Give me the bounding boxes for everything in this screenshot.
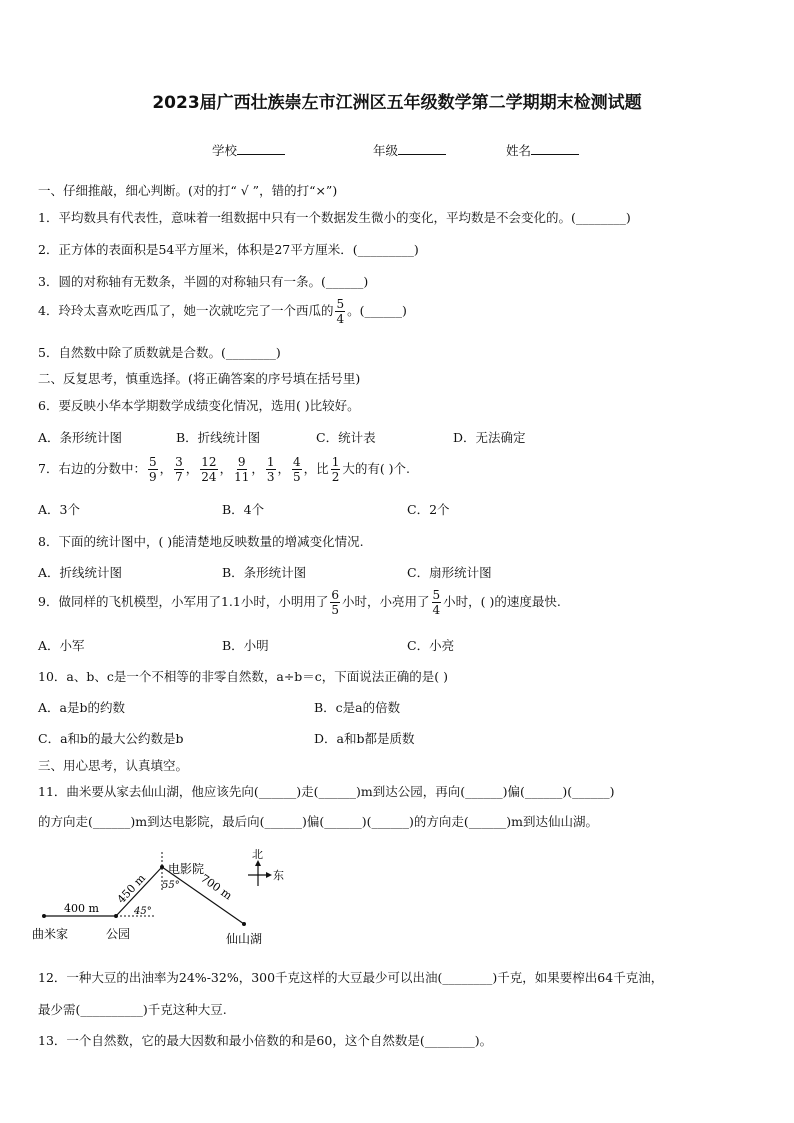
q7-option-a[interactable]: A．3个 xyxy=(38,502,80,517)
home-label: 曲米家 xyxy=(32,927,69,941)
question-9-text: 9．做同样的飞机模型，小军用了1.1小时，小明用了 xyxy=(38,594,329,609)
q6-option-a[interactable]: A．条形统计图 xyxy=(38,430,123,445)
angle-45: 45° xyxy=(134,906,152,917)
home-point xyxy=(42,914,46,918)
q6-option-d[interactable]: D．无法确定 xyxy=(453,430,526,445)
q9-option-c[interactable]: C．小亮 xyxy=(407,638,455,653)
name-blank[interactable] xyxy=(531,142,579,155)
grade-label: 年级 xyxy=(373,143,399,158)
distance-450: 450 m xyxy=(114,871,149,907)
section-1-heading: 一、仔细推敲，细心判断。(对的打“ √ ”，错的打“×”) xyxy=(38,183,338,198)
question-12-line-1: 12．一种大豆的出油率为24%-32%，300千克这样的大豆最少可以出油(________)千克，如果要榨出64千克油， xyxy=(38,970,664,985)
q9-option-b[interactable]: B．小明 xyxy=(222,638,269,653)
section-3-heading: 三、用心思考，认真填空。 xyxy=(38,758,189,773)
q6-option-c[interactable]: C．统计表 xyxy=(316,430,376,445)
park-point xyxy=(114,914,118,918)
cinema-point xyxy=(160,865,164,869)
question-7-mid: ，比 xyxy=(303,461,329,476)
q10-option-b[interactable]: B．c是a的倍数 xyxy=(314,700,401,715)
grade-field[interactable] xyxy=(373,141,446,159)
question-4-blank: 。(______) xyxy=(347,303,407,318)
question-13: 13．一个自然数，它的最大因数和最小倍数的和是60，这个自然数是(________)。 xyxy=(38,1033,493,1048)
question-12-line-2: 最少需(__________)千克这种大豆. xyxy=(38,1002,227,1017)
question-4-text: 4．玲玲太喜欢吃西瓜了，她一次就吃完了一个西瓜的 xyxy=(38,303,334,318)
q7-option-c[interactable]: C．2个 xyxy=(407,502,450,517)
fraction: $\frac{5}{9}$ xyxy=(148,455,157,484)
question-9 xyxy=(38,588,561,617)
name-label: 姓名 xyxy=(506,143,532,158)
distance-400: 400 m xyxy=(64,902,99,915)
fraction: $\frac{3}{7}$ xyxy=(175,455,183,484)
question-3: 3．圆的对称轴有无数条，半圆的对称轴只有一条。(______) xyxy=(38,274,369,289)
lake-label: 仙山湖 xyxy=(226,932,263,946)
q8-option-b[interactable]: B．条形统计图 xyxy=(222,565,307,580)
north-label: 北 xyxy=(252,848,263,861)
school-blank[interactable] xyxy=(237,142,285,155)
school-label: 学校 xyxy=(212,143,238,158)
fraction: $\frac{5}{4}$ xyxy=(432,588,441,617)
question-7-text: 7．右边的分数中： xyxy=(38,461,146,476)
fraction: $\frac{1}{3}$ xyxy=(266,455,275,484)
route-map-diagram xyxy=(30,842,310,952)
question-5: 5．自然数中除了质数就是合数。(________) xyxy=(38,345,281,360)
fraction: $\frac{12}{24}$ xyxy=(201,455,217,484)
question-4 xyxy=(38,297,407,326)
question-9-tail: 小时，( )的速度最快. xyxy=(443,594,561,609)
question-10: 10．a、b、c是一个不相等的非零自然数，a÷b＝c，下面说法正确的是( ) xyxy=(38,669,449,684)
question-11-line-2: 的方向走(______)m到达电影院，最后向(______)偏(______)(______)的方向走(______)m到达仙山湖。 xyxy=(38,814,598,829)
fraction: $\frac{6}{5}$ xyxy=(331,588,339,617)
school-field[interactable] xyxy=(212,141,285,159)
east-label: 东 xyxy=(273,869,284,882)
q10-option-a[interactable]: A．a是b的约数 xyxy=(38,700,125,715)
question-7: 7．右边的分数中： $\frac{5}{9}$ ， $\frac{3}{7}$ ， $\frac{12}{24}$ ， $\frac{9}{11}$ ， $\frac{1}{3}$ ， $\frac{4}{5}$ ，比 $\frac{1}{2}$ 大的有( )个. xyxy=(38,455,411,484)
question-11-line-1: 11．曲米要从家去仙山湖，他应该先向(______)走(______)m到达公园，再向(______)偏(______)(______) xyxy=(38,784,615,799)
fraction: $\frac{9}{11}$ xyxy=(234,455,250,484)
name-field[interactable] xyxy=(506,141,579,159)
fraction: $\frac{4}{5}$ xyxy=(293,455,301,484)
question-6: 6．要反映小华本学期数学成绩变化情况，选用( )比较好。 xyxy=(38,398,360,413)
q8-option-c[interactable]: C．扇形统计图 xyxy=(407,565,492,580)
question-2: 2．正方体的表面积是54平方厘米，体积是27平方厘米．(_________) xyxy=(38,242,419,257)
q10-option-c[interactable]: C．a和b的最大公约数是b xyxy=(38,731,184,746)
lake-point xyxy=(242,922,246,926)
q6-option-b[interactable]: B．折线统计图 xyxy=(176,430,261,445)
angle-55: 55° xyxy=(162,880,180,891)
question-9-mid: 小时，小亮用了 xyxy=(341,594,430,609)
compass-icon xyxy=(248,848,284,886)
page-title: 2023届广西壮族崇左市江洲区五年级数学第二学期期末检测试题 xyxy=(152,93,642,113)
question-8: 8．下面的统计图中，( )能清楚地反映数量的增减变化情况. xyxy=(38,534,364,549)
question-7-tail: 大的有( )个. xyxy=(342,461,411,476)
fraction-half: $\frac{1}{2}$ xyxy=(331,455,340,484)
q7-option-b[interactable]: B．4个 xyxy=(222,502,265,517)
grade-blank[interactable] xyxy=(398,142,446,155)
q9-option-a[interactable]: A．小军 xyxy=(38,638,85,653)
question-1: 1．平均数具有代表性，意味着一组数据中只有一个数据发生微小的变化，平均数是不会变化的。(________) xyxy=(38,210,631,225)
q10-option-d[interactable]: D．a和b都是质数 xyxy=(314,731,415,746)
cinema-label: 电影院 xyxy=(168,862,205,876)
distance-700: 700 m xyxy=(198,871,235,903)
park-label: 公园 xyxy=(106,927,131,941)
section-2-heading: 二、反复思考，慎重选择。(将正确答案的序号填在括号里) xyxy=(38,371,361,386)
fraction: $\frac{5}{4}$ xyxy=(336,297,345,326)
q8-option-a[interactable]: A．折线统计图 xyxy=(38,565,123,580)
